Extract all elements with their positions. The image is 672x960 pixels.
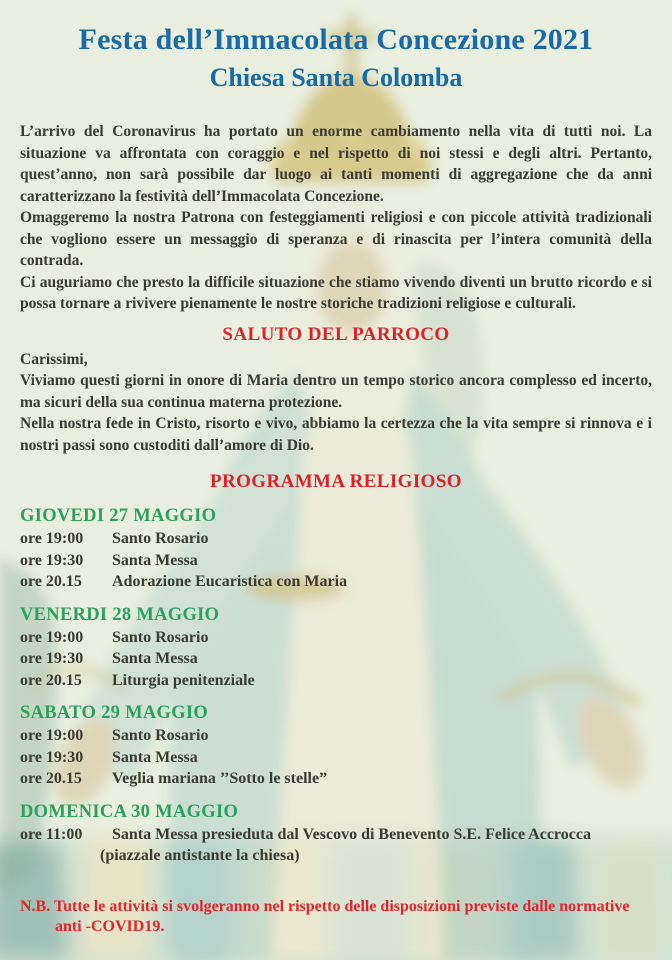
event-time: ore 20.15 (20, 573, 82, 590)
event-time: ore 20.15 (20, 671, 82, 689)
event-time: ore 20.15 (20, 770, 82, 787)
day-block-sabato (20, 701, 652, 790)
event-row (20, 627, 652, 649)
event-row (20, 528, 652, 550)
intro-section (20, 121, 652, 315)
event-row (20, 648, 652, 670)
event-row (20, 824, 652, 846)
programma-heading: PROGRAMMA RELIGIOSO (210, 471, 462, 492)
event-row (20, 725, 652, 747)
event-location: (piazzale antistante la chiesa) (100, 847, 300, 864)
day-heading: VENERDI 28 MAGGIO (20, 604, 220, 625)
saluto-heading: SALUTO DEL PARROCO (222, 323, 450, 345)
day-heading: DOMENICA 30 MAGGIO (20, 801, 239, 822)
saluto-paragraph: Viviamo questi giorni in onore di Maria dentro un tempo storico ancora complesso ed incerto, ma sicuri della sua continua materna protezione. (20, 372, 652, 411)
saluto-paragraph: Nella nostra fede in Cristo, risorto e vivo, abbiamo la certezza che la vita sempre si rinnova e i nostri passi sono custoditi dall’amore di Dio. (20, 415, 652, 454)
event-title: Adorazione Eucaristica con Maria (112, 573, 348, 590)
event-row (20, 670, 652, 692)
day-block-domenica (20, 800, 652, 867)
event-title: Santa Messa (112, 748, 198, 766)
event-row (20, 571, 652, 593)
intro-paragraph: Ci auguriamo che presto la difficile situazione che stiamo vivendo diventi un brutto ricordo e si possa tornare a rivivere pienamente le nostre storiche tradizioni religiose e culturali. (20, 273, 652, 312)
day-block-venerdi (20, 603, 652, 692)
event-row (20, 768, 652, 790)
event-time: ore 11:00 (20, 825, 83, 843)
event-time: ore 19:30 (20, 748, 84, 766)
event-title: Santa Messa (112, 650, 198, 667)
covid-note (20, 897, 652, 938)
event-title: Santo Rosario (112, 530, 209, 547)
day-block-giovedi (20, 504, 652, 593)
event-time: ore 19:00 (20, 628, 84, 646)
schedule (20, 504, 652, 867)
event-time: ore 19:00 (20, 727, 84, 744)
event-title: Santa Messa (112, 551, 198, 569)
event-title: Veglia mariana ’’Sotto le stelle” (112, 770, 328, 787)
day-heading: GIOVEDI 27 MAGGIO (20, 506, 217, 526)
event-row (20, 550, 652, 572)
intro-paragraph: Omaggeremo la nostra Patrona con festeggiamenti religiosi e con piccole attività tradizionali che vogliono essere un messaggio di speranza e di rinascita per l’intera comunità della contrada. (20, 209, 652, 269)
page-subtitle: Chiesa Santa Colomba (209, 63, 463, 92)
salutation: Carissimi, (20, 350, 88, 368)
covid-note-line2: anti -COVID19. (55, 918, 165, 935)
saluto-section (20, 349, 652, 457)
day-heading: SABATO 29 MAGGIO (20, 703, 209, 723)
covid-note-line1: N.B. Tutte le attività si svolgeranno nel rispetto delle disposizioni previste dalle normative (20, 897, 630, 915)
event-time: ore 19:00 (20, 530, 84, 547)
event-row (20, 747, 652, 769)
event-time: ore 19:30 (20, 551, 84, 569)
event-title: Liturgia penitenziale (112, 671, 255, 689)
event-title: Santo Rosario (112, 727, 209, 744)
event-time: ore 19:30 (20, 650, 84, 667)
intro-paragraph: L’arrivo del Coronavirus ha portato un enorme cambiamento nella vita di tutti noi. La situazione va affrontata con coraggio e nel rispetto di noi stessi e degli altri. Pertanto, quest’anno, non sarà possibile dar luogo ai tanti momenti di aggregazione che da anni caratterizzano la festività dell’Immacolata Concezione. (20, 123, 652, 205)
page-title: Festa dell’Immacolata Concezione 2021 (78, 23, 594, 56)
event-title: Santa Messa presieduta dal Vescovo di Benevento S.E. Felice Accrocca (112, 825, 591, 843)
event-title: Santo Rosario (112, 628, 209, 646)
